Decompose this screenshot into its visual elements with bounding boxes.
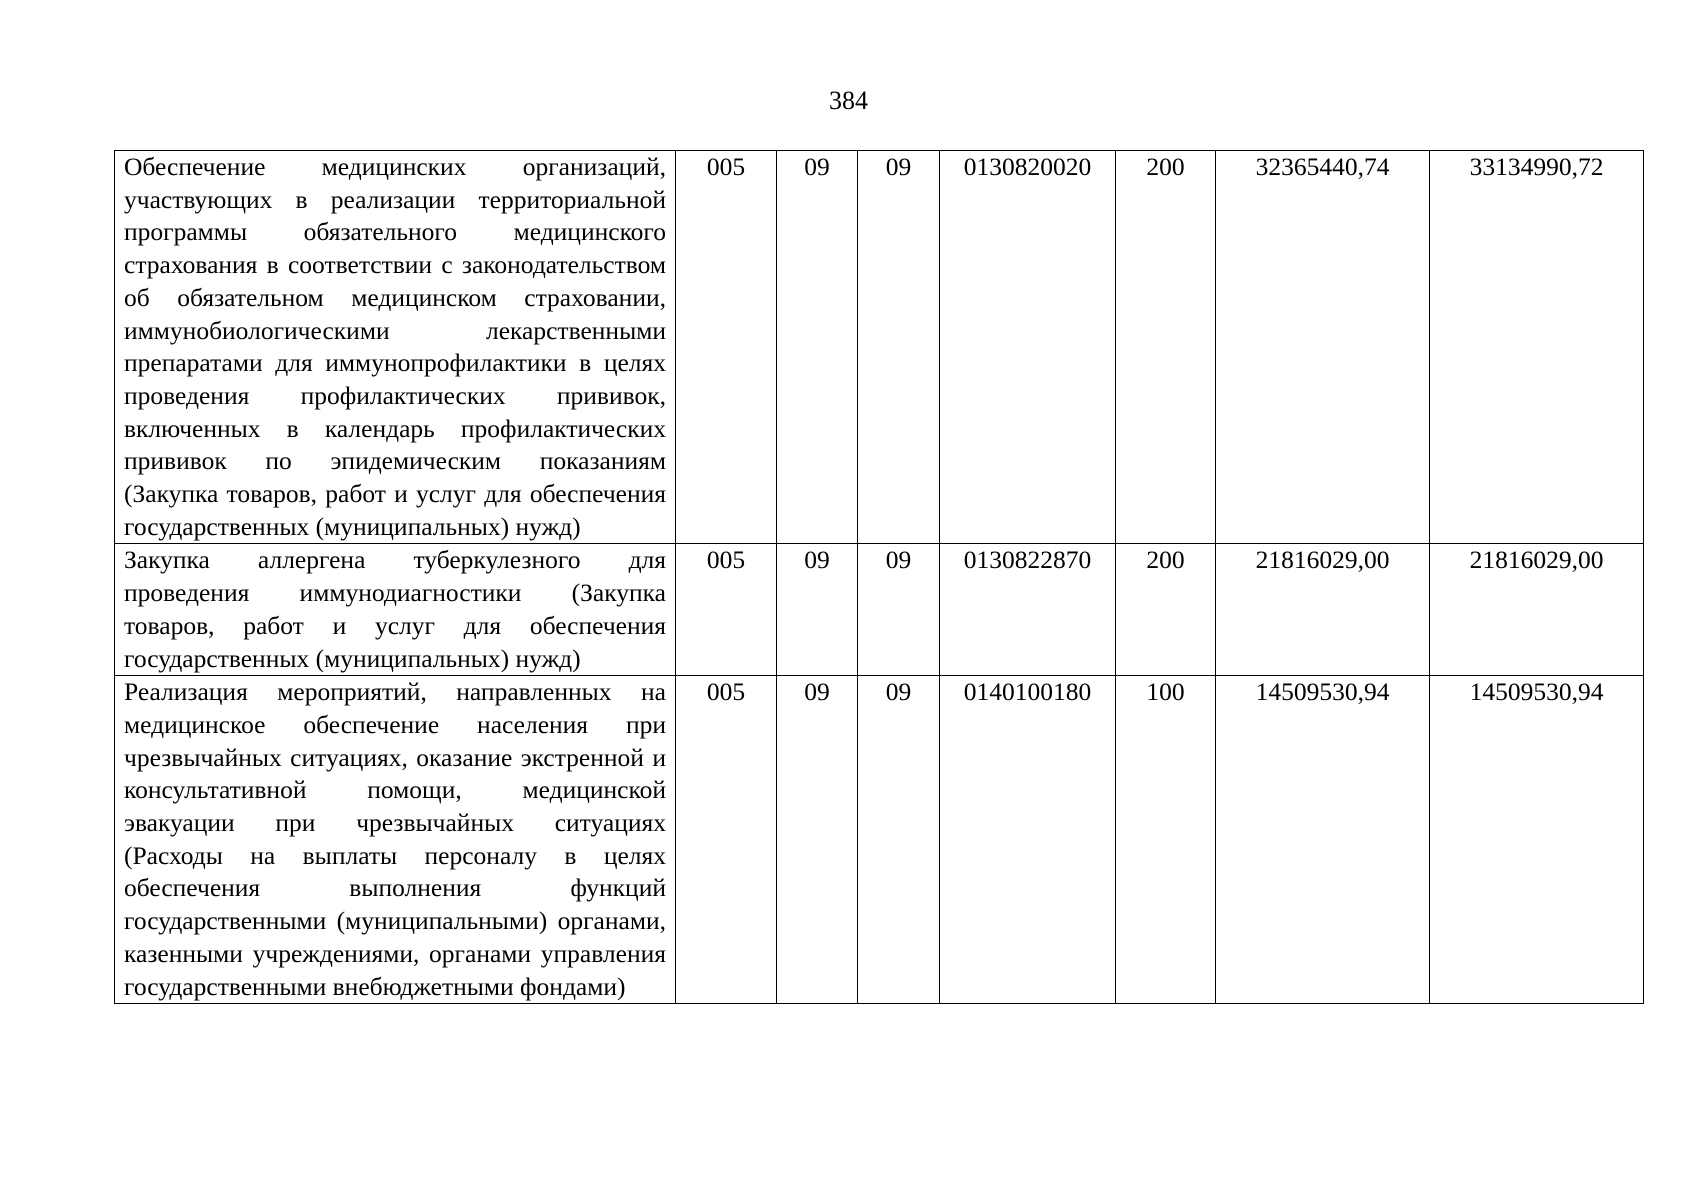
section-code: 09: [777, 544, 858, 676]
ministry-code: 005: [676, 676, 777, 1004]
target-article-code: 0130822870: [940, 544, 1116, 676]
expense-type-code: 100: [1116, 676, 1216, 1004]
table-row: [115, 676, 1644, 1004]
target-article-code: 0140100180: [940, 676, 1116, 1004]
row-description: Реализация мероприятий, направленных на медицинское обеспечение населения при чрезвычайных ситуациях, оказание экстренной и консультативной помощи, медицинской эвакуации при чрезвычайных ситуациях (Расходы на выплаты персоналу в целях обеспечения выполнения функций государственными (муниципальными) органами, казенными учреждениями, органами управления государственными внебюджетными фондами): [115, 676, 676, 1004]
subsection-code: 09: [858, 676, 940, 1004]
page-number: 384: [829, 86, 868, 115]
section-code: 09: [777, 151, 858, 544]
amount-year-2: 14509530,94: [1430, 676, 1644, 1004]
expense-type-code: 200: [1116, 544, 1216, 676]
budget-table: [114, 150, 1644, 1004]
subsection-code: 09: [858, 544, 940, 676]
amount-year-1: 32365440,74: [1216, 151, 1430, 544]
row-description: Закупка аллергена туберкулезного для проведения иммунодиагностики (Закупка товаров, работ и услуг для обеспечения государственных (муниципальных) нужд): [115, 544, 676, 676]
expense-type-code: 200: [1116, 151, 1216, 544]
row-description: Обеспечение медицинских организаций, участвующих в реализации территориальной программы обязательного медицинского страхования в соответствии с законодательством об обязательном медицинском страховании, иммунобиологическими лекарственными препаратами для иммунопрофилактики в целях проведения профилактических прививок, включенных в календарь профилактических прививок по эпидемическим показаниям (Закупка товаров, работ и услуг для обеспечения государственных (муниципальных) нужд): [115, 151, 676, 544]
table-row: [115, 544, 1644, 676]
target-article-code: 0130820020: [940, 151, 1116, 544]
amount-year-2: 21816029,00: [1430, 544, 1644, 676]
ministry-code: 005: [676, 151, 777, 544]
table-row: [115, 151, 1644, 544]
amount-year-2: 33134990,72: [1430, 151, 1644, 544]
subsection-code: 09: [858, 151, 940, 544]
section-code: 09: [777, 676, 858, 1004]
amount-year-1: 14509530,94: [1216, 676, 1430, 1004]
amount-year-1: 21816029,00: [1216, 544, 1430, 676]
ministry-code: 005: [676, 544, 777, 676]
